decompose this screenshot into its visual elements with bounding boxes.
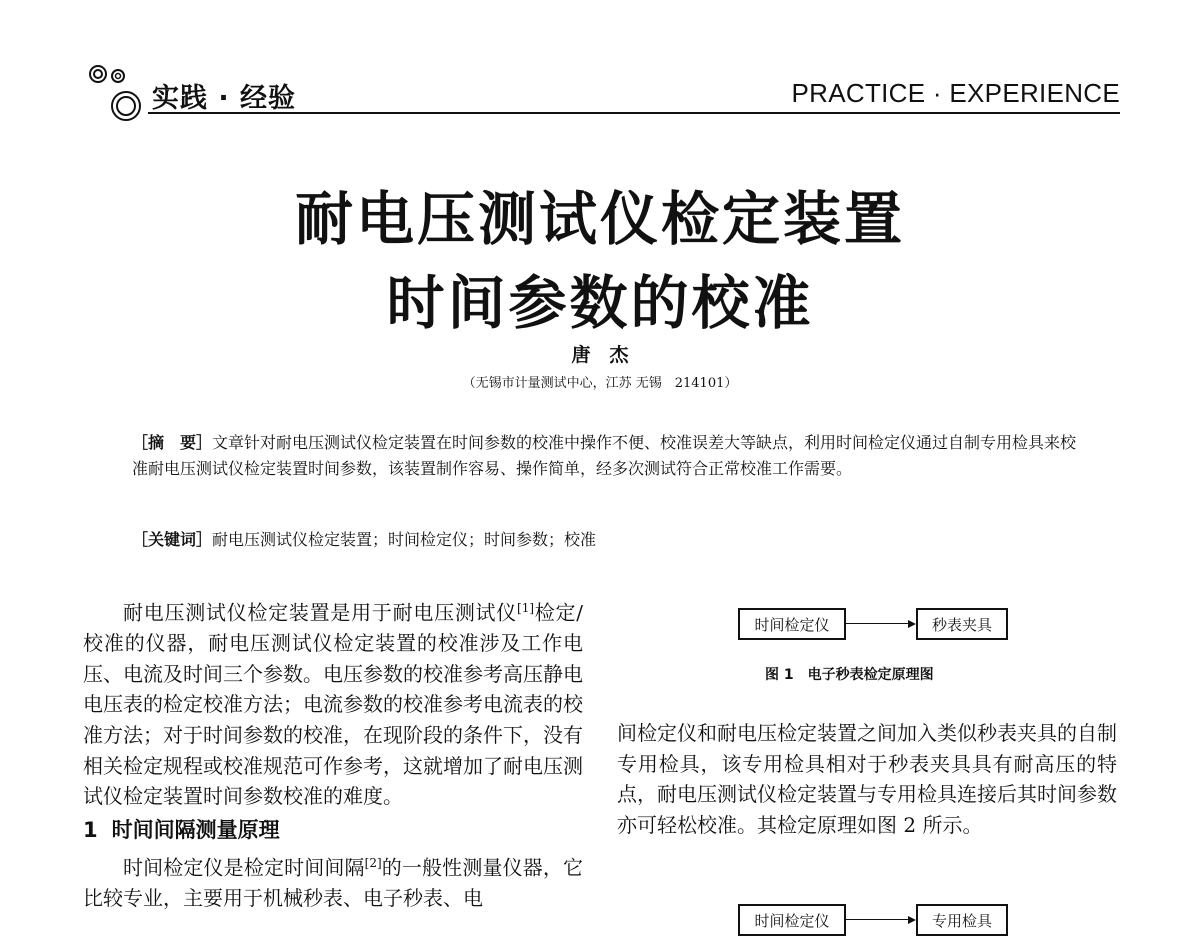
body-paragraph-1: 耐电压测试仪检定装置是用于耐电压测试仪[1]检定/校准的仪器，耐电压测试仪检定装置的校准涉及工作电压、电流及时间三个参数。电压参数的校准参考高压静电电压表的检定校准方法；电流参数的校准参考电流表的校准方法；对于时间参数的校准，在现阶段的条件下，没有相关检定规程或校准规范可作参考，这就增加了耐电压测试仪检定装置时间参数校准的难度。 — [83, 600, 584, 809]
figure2-arrowhead-icon — [908, 916, 916, 924]
author-name: 唐 杰 — [571, 344, 629, 366]
abstract-text: 文章针对耐电压测试仪检定装置在时间参数的校准中操作不便、校准误差大等缺点，利用时间检定仪通过自制专用检具来校准耐电压测试仪检定装置时间参数，该装置制作容易、操作简单，经多次测试符合正常校准工作需要。 — [132, 433, 1077, 478]
figure1-arrow — [846, 623, 908, 624]
left-column — [83, 593, 583, 914]
header-divider — [148, 112, 1120, 114]
figure2-arrow — [846, 919, 908, 920]
abstract-label: ［摘 要］ — [132, 433, 213, 452]
citation-2: [2] — [364, 855, 382, 870]
article-title-line1: 耐电压测试仪检定装置 — [294, 185, 905, 253]
section-title-en: PRACTICE · EXPERIENCE — [791, 78, 1120, 108]
keywords — [132, 527, 1092, 553]
figure1-box-stopwatch-fixture: 秒表夹具 — [916, 608, 1008, 640]
body-paragraph-2: 时间检定仪是检定时间间隔[2]的一般性测量仪器，它比较专业，主要用于机械秒表、电子秒表、电 — [83, 855, 584, 911]
right-column — [617, 718, 1117, 840]
keywords-label: ［关键词］ — [132, 530, 213, 549]
figure1-caption: 图 1 电子秒表检定原理图 — [765, 667, 934, 683]
right-paragraph-1: 间检定仪和耐电压检定装置之间加入类似秒表夹具的自制专用检具，该专用检具相对于秒表夹具具有耐高压的特点，耐电压测试仪检定装置与专用检具连接后其时间参数亦可轻松校准。其检定原理如图 2 所示。 — [617, 721, 1117, 837]
section-number: 1 — [83, 817, 98, 842]
figure1-arrowhead-icon — [908, 620, 916, 628]
section-heading-text: 时间间隔测量原理 — [111, 817, 280, 842]
figure2-box-time-calibrator: 时间检定仪 — [738, 904, 846, 936]
section-heading-1 — [83, 814, 583, 846]
author-affiliation: （无锡市计量测试中心，江苏 无锡 214101） — [462, 376, 738, 391]
article-title-line2: 时间参数的校准 — [386, 269, 814, 337]
citation-1: [1] — [517, 601, 535, 615]
section-title-cn: 实践 · 经验 — [152, 83, 297, 114]
abstract — [132, 430, 1092, 482]
keywords-text: 耐电压测试仪检定装置；时间检定仪；时间参数；校准 — [212, 530, 597, 549]
figure1-box-time-calibrator: 时间检定仪 — [738, 608, 846, 640]
figure2-box-special-fixture: 专用检具 — [916, 904, 1008, 936]
